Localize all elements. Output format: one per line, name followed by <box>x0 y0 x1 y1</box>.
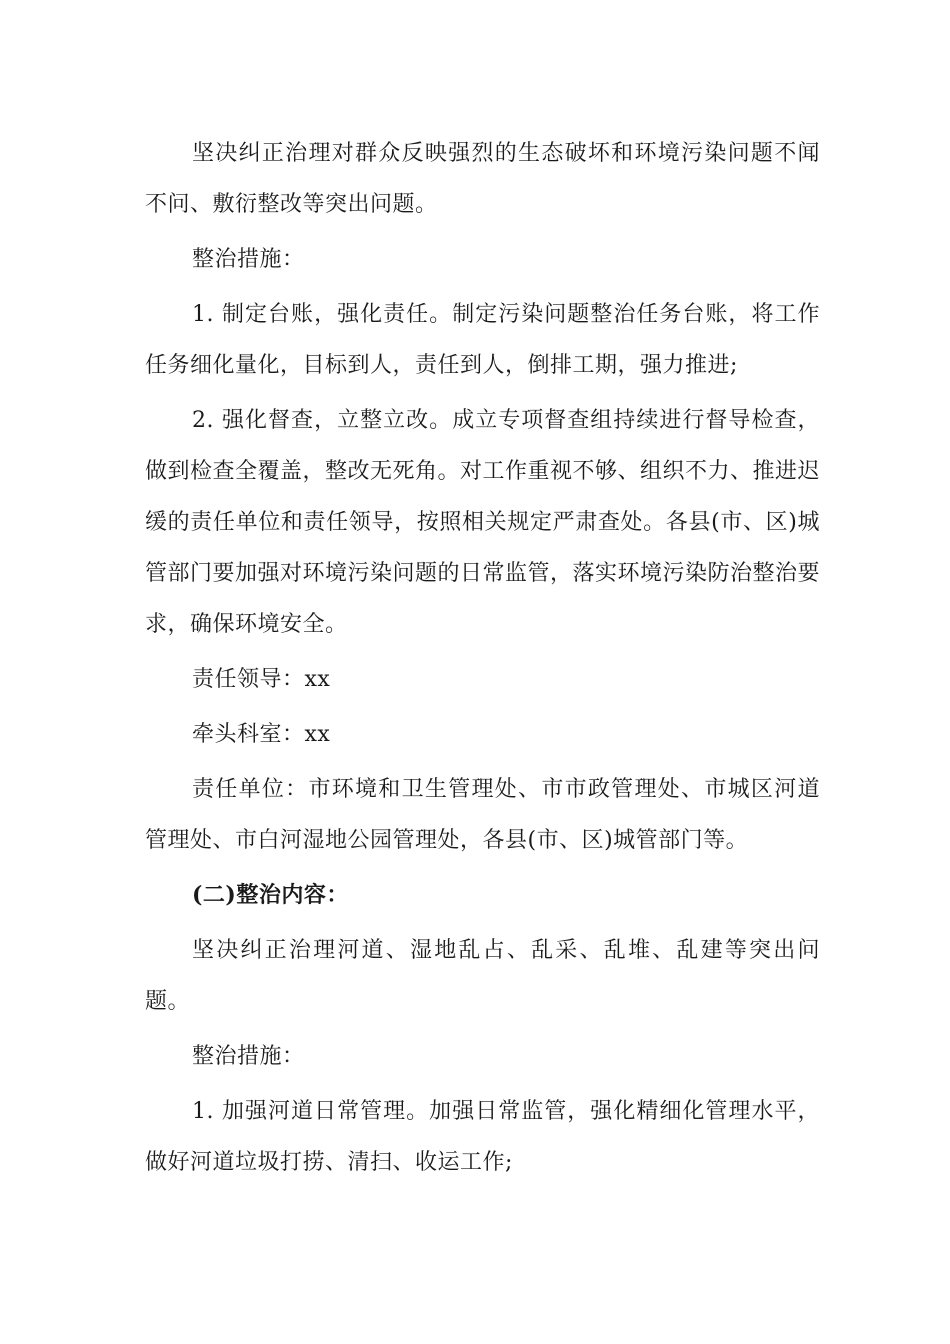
paragraph-2: 整治措施： <box>192 247 305 272</box>
paragraph-4: 2. 强化督查，立整立改。成立专项督查组持续进行督导检查，做到检查全覆盖，整改无死角。对工作重视不够、组织不力、推进迟缓的责任单位和责任领导，按照相关规定严肃查处。各县(市、区)城管部门要加强对环境污染问题的日常监管，落实环境污染防治整治要求，确保环境安全。 <box>145 408 821 637</box>
paragraph-5: 责任领导：xx <box>192 667 331 692</box>
paragraph-10: 整治措施： <box>192 1044 305 1069</box>
paragraph-3: 1. 制定台账，强化责任。制定污染问题整治任务台账，将工作任务细化量化，目标到人，责任到人，倒排工期，强力推进; <box>145 302 820 378</box>
paragraph-1: 坚决纠正治理对群众反映强烈的生态破坏和环境污染问题不闻不问、敷衍整改等突出问题。 <box>145 141 820 217</box>
paragraph-11: 1. 加强河道日常管理。加强日常监管，强化精细化管理水平，做好河道垃圾打捞、清扫、收运工作; <box>145 1099 820 1175</box>
document-body <box>145 128 820 1192</box>
paragraph-9: 坚决纠正治理河道、湿地乱占、乱采、乱堆、乱建等突出问题。 <box>145 938 820 1014</box>
paragraph-6: 牵头科室：xx <box>192 722 331 747</box>
paragraph-7: 责任单位：市环境和卫生管理处、市市政管理处、市城区河道管理处、市白河湿地公园管理处，各县(市、区)城管部门等。 <box>145 777 820 853</box>
section-heading: (二)整治内容： <box>192 882 349 908</box>
